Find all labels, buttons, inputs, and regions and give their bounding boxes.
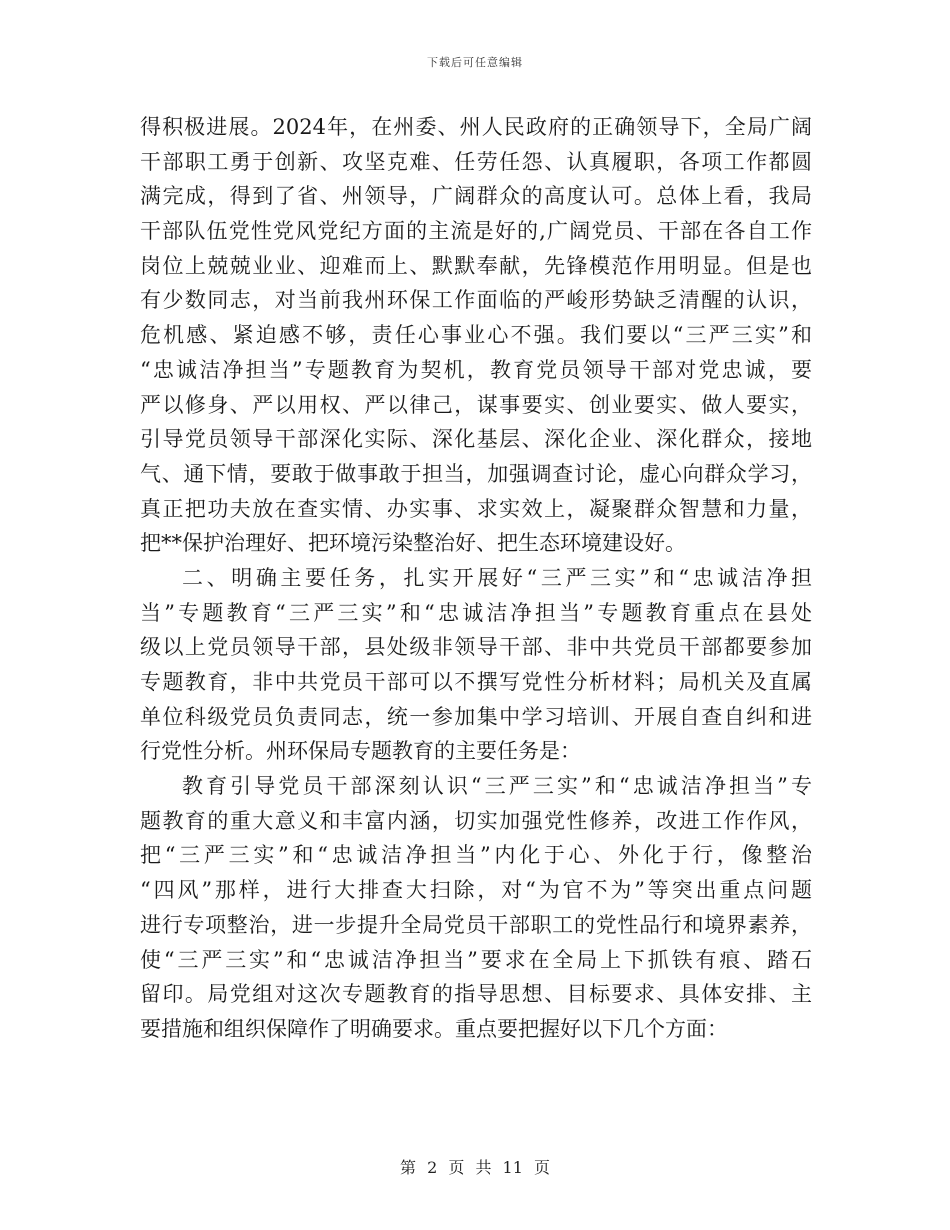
paragraph-line: 级以上党员领导干部，县处级非领导干部、非中共党员干部都要参加 bbox=[140, 635, 812, 660]
paragraph-line: 把“三严三实”和“忠诚洁净担当”内化于心、外化于行，像整治 bbox=[140, 843, 812, 868]
page-header: 下载后可任意编辑 bbox=[427, 56, 523, 69]
paragraph-line: 教育引导党员干部深刻认识“三严三实”和“忠诚洁净担当”专 bbox=[182, 774, 812, 799]
paragraph-line: 题教育的重大意义和丰富内涵，切实加强党性修养，改进工作作风， bbox=[140, 808, 812, 833]
paragraph-line: 得积极进展。2024年，在州委、州人民政府的正确领导下，全局广阔 bbox=[140, 115, 812, 139]
paragraph-line: 把**保护治理好、把环境污染整治好、把生态环境建设好。 bbox=[140, 531, 686, 556]
paragraph-line: 二、明确主要任务，扎实开展好“三严三实”和“忠诚洁净担 bbox=[182, 565, 812, 590]
paragraph-line: 严以修身、严以用权、严以律己，谋事要实、创业要实、做人要实， bbox=[140, 392, 812, 417]
paragraph-line: 单位科级党员负责同志，统一参加集中学习培训、开展自查自纠和进 bbox=[140, 704, 812, 729]
paragraph-line: 满完成，得到了省、州领导，广阔群众的高度认可。总体上看，我局 bbox=[140, 184, 812, 209]
paragraph-line: 有少数同志，对当前我州环保工作面临的严峻形势缺乏清醒的认识， bbox=[140, 288, 812, 313]
paragraph-line: 当”专题教育“三严三实”和“忠诚洁净担当”专题教育重点在县处 bbox=[140, 600, 812, 625]
paragraph-line: 行党性分析。州环保局专题教育的主要任务是： bbox=[140, 739, 581, 764]
paragraph-line: 真正把功夫放在查实情、办实事、求实效上，凝聚群众智慧和力量， bbox=[140, 496, 812, 521]
paragraph-line: 危机感、紧迫感不够，责任心事业心不强。我们要以“三严三实”和 bbox=[140, 323, 812, 348]
paragraph-3 bbox=[140, 769, 812, 1047]
document-body bbox=[140, 110, 812, 1047]
paragraph-line: 要措施和组织保障作了明确要求。重点要把握好以下几个方面： bbox=[140, 1016, 728, 1041]
paragraph-line: 干部职工勇于创新、攻坚克难、任劳任怨、认真履职，各项工作都圆 bbox=[140, 149, 812, 174]
paragraph-line: 干部队伍党性党风党纪方面的主流是好的,广阔党员、干部在各自工作 bbox=[140, 219, 812, 244]
page-number-footer: 第 2 页 共 11 页 bbox=[400, 1158, 550, 1177]
paragraph-line: “四风”那样，进行大排查大扫除，对“为官不为”等突出重点问题 bbox=[140, 878, 812, 903]
paragraph-line: 进行专项整治，进一步提升全局党员干部职工的党性品行和境界素养， bbox=[140, 912, 812, 937]
paragraph-line: “忠诚洁净担当”专题教育为契机，教育党员领导干部对党忠诚，要 bbox=[140, 357, 812, 382]
paragraph-line: 专题教育，非中共党员干部可以不撰写党性分析材料；局机关及直属 bbox=[140, 670, 812, 694]
paragraph-line: 留印。局党组对这次专题教育的指导思想、目标要求、具体安排、主 bbox=[140, 982, 812, 1007]
paragraph-1 bbox=[140, 110, 812, 561]
paragraph-line: 引导党员领导干部深化实际、深化基层、深化企业、深化群众，接地 bbox=[140, 427, 812, 452]
paragraph-line: 岗位上兢兢业业、迎难而上、默默奉献，先锋模范作用明显。但是也 bbox=[140, 253, 812, 278]
paragraph-line: 使“三严三实”和“忠诚洁净担当”要求在全局上下抓铁有痕、踏石 bbox=[140, 947, 812, 972]
paragraph-line: 气、通下情，要敢于做事敢于担当，加强调查讨论，虚心向群众学习， bbox=[140, 461, 812, 486]
paragraph-2 bbox=[140, 561, 812, 769]
